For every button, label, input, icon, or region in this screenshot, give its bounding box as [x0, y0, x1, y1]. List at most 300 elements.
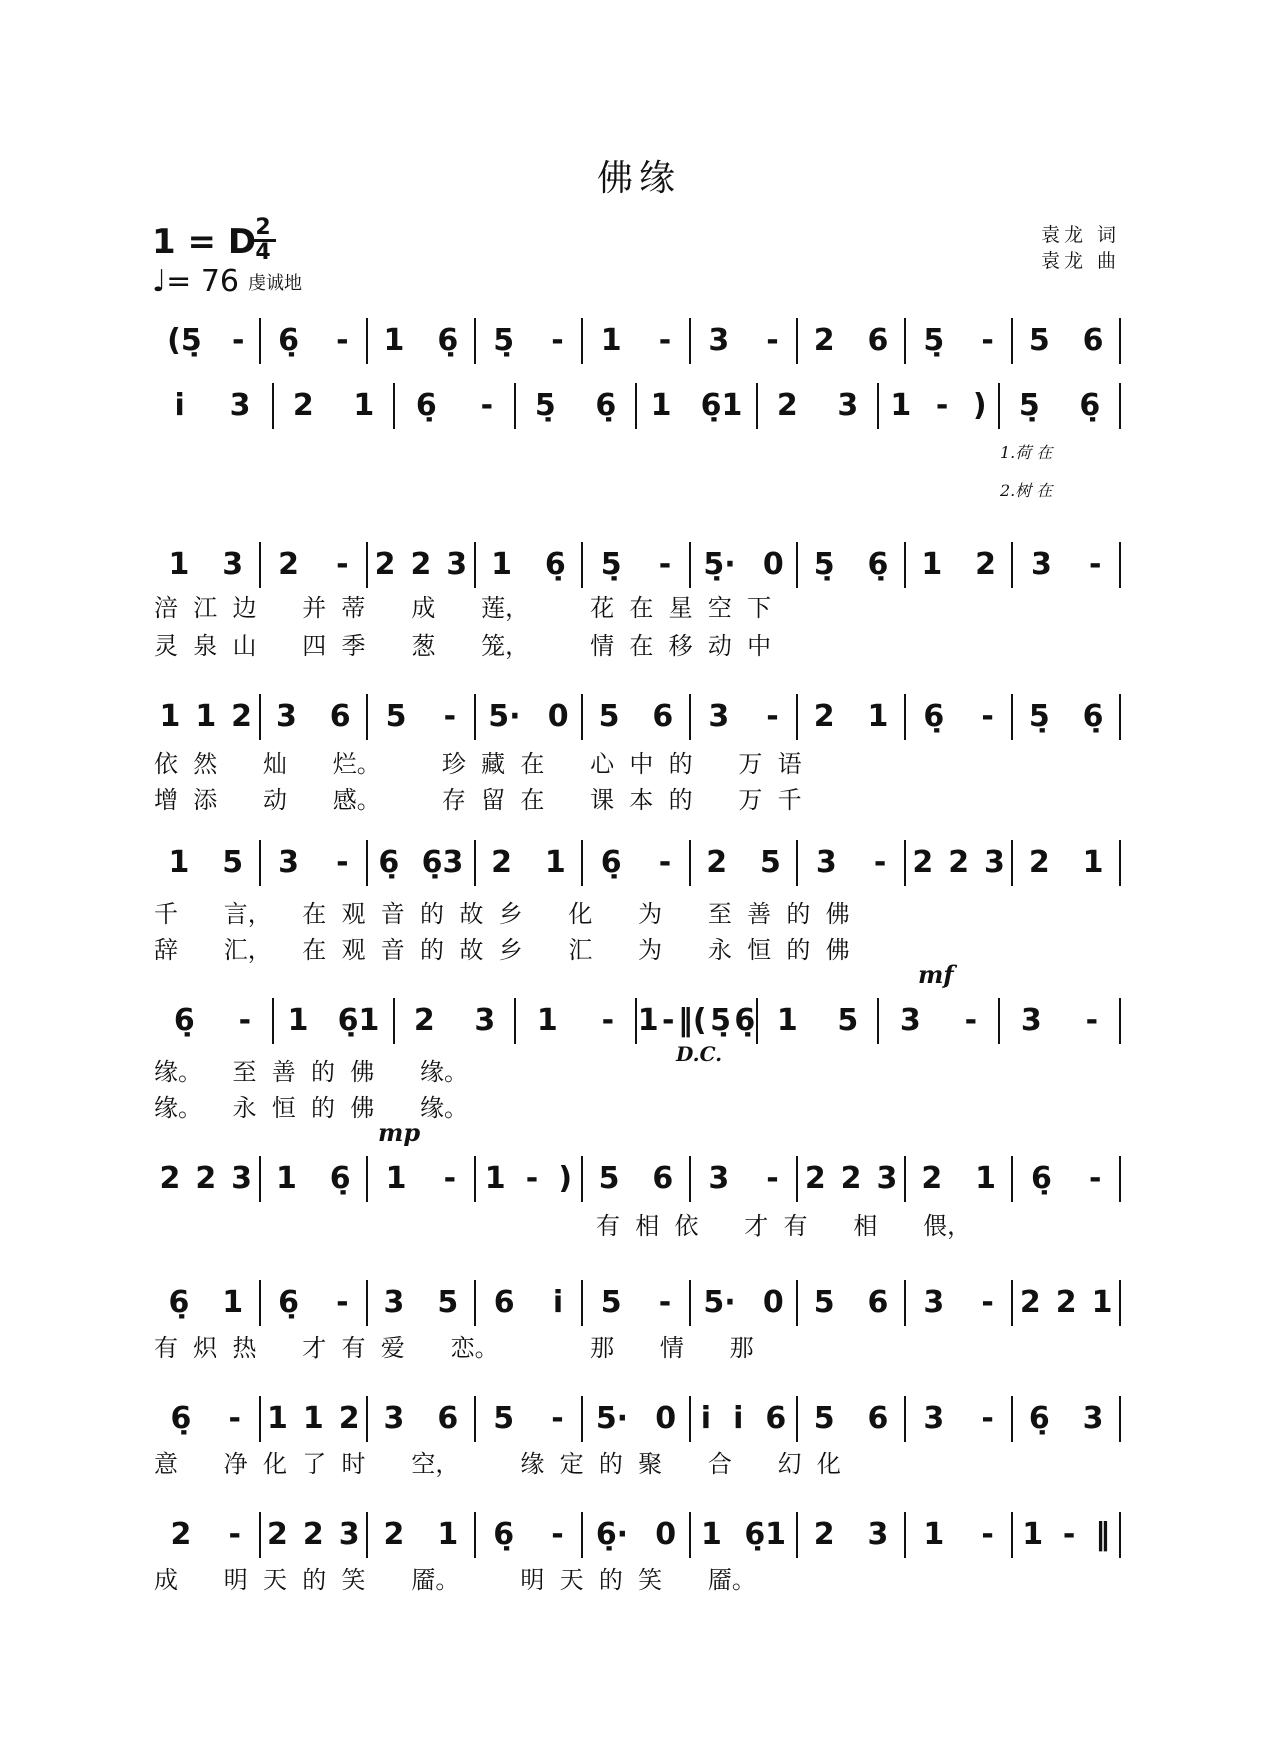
note: 2	[813, 698, 835, 734]
note: 6̣1	[337, 1002, 380, 1038]
note: 3	[899, 1002, 921, 1038]
note: 5̣	[600, 546, 622, 582]
measure	[636, 375, 757, 435]
note: -	[336, 322, 349, 358]
note: )	[558, 1160, 573, 1196]
measure	[152, 310, 260, 370]
note: 6̣	[278, 322, 299, 358]
note: 6̣	[734, 1002, 756, 1038]
note: 5	[598, 1160, 620, 1196]
note: 3	[923, 1400, 945, 1436]
measure	[367, 1388, 475, 1448]
note: -	[336, 1284, 349, 1320]
note: 1	[890, 387, 912, 423]
note: 6	[1082, 322, 1104, 358]
notation-row	[152, 534, 1120, 594]
measure	[152, 1272, 260, 1332]
quarter-note-icon: ♩	[152, 264, 167, 299]
measure	[582, 534, 690, 594]
measure	[690, 832, 798, 892]
note: 5̣	[1028, 698, 1050, 734]
notation-row	[152, 832, 1120, 892]
barline	[1119, 1156, 1121, 1202]
note: 3	[867, 1516, 889, 1552]
note: 2	[159, 1160, 181, 1196]
measure	[260, 1148, 368, 1208]
note: 5	[813, 1284, 835, 1320]
note: 2	[975, 546, 996, 582]
note: 0	[762, 1284, 784, 1320]
measure	[797, 1272, 905, 1332]
note: 6	[652, 1160, 674, 1196]
note: 0	[655, 1400, 677, 1436]
note: -	[981, 1516, 994, 1552]
measure	[273, 375, 394, 435]
note: 6	[652, 698, 674, 734]
measure	[690, 310, 798, 370]
note: 6̣	[544, 546, 566, 582]
note: 6̣1	[700, 387, 743, 423]
note: 1	[1022, 1516, 1044, 1552]
note: 1	[921, 546, 943, 582]
measure	[394, 375, 515, 435]
note: 1	[383, 322, 405, 358]
note: 3	[278, 844, 299, 880]
note: 1	[637, 1002, 659, 1038]
note: 5·	[595, 1400, 629, 1436]
measure	[367, 1504, 475, 1564]
barline	[1119, 1396, 1121, 1442]
note: 2	[302, 1516, 324, 1552]
note: 2	[491, 844, 512, 880]
note: 3	[446, 546, 468, 582]
note: 3	[708, 322, 730, 358]
lyric-row3-verse1: 千 言， 在 观 音 的 故 乡 化 为 至 善 的 佛	[154, 900, 850, 928]
note: (5̣	[167, 322, 202, 358]
measure	[905, 1504, 1013, 1564]
note: 2	[170, 1516, 192, 1552]
lyric-row7: 意 净 化 了 时 空， 缘 定 的 聚 合 幻 化	[154, 1450, 841, 1478]
lyric-row8: 成 明 天 的 笑 靥。 明 天 的 笑 靥。	[154, 1566, 756, 1594]
note: 1	[536, 1002, 558, 1038]
tempo-value: = 76	[166, 264, 240, 299]
notation-row	[152, 310, 1120, 370]
note: -	[238, 1002, 252, 1038]
note: 3	[474, 1002, 496, 1038]
note: 6	[765, 1400, 787, 1436]
note: 6̣	[168, 1284, 190, 1320]
measure	[367, 686, 475, 746]
notation-row	[152, 1148, 1120, 1208]
note: 1	[385, 1160, 407, 1196]
measure	[475, 1388, 583, 1448]
note: 2	[804, 1160, 826, 1196]
note: 5	[813, 1400, 835, 1436]
note: 5̣	[813, 546, 835, 582]
note: -	[935, 387, 949, 423]
note: 6̣1	[744, 1516, 787, 1552]
measure	[1012, 1272, 1120, 1332]
note: -	[551, 1400, 564, 1436]
note: -	[1088, 1160, 1102, 1196]
note: 6̣	[278, 1284, 299, 1320]
note: 3	[708, 698, 730, 734]
note: 6	[867, 322, 889, 358]
measure	[1012, 310, 1120, 370]
measure	[260, 534, 368, 594]
note: 2	[1028, 844, 1050, 880]
measure	[757, 375, 878, 435]
measure	[152, 1388, 260, 1448]
dynamic-mp: mp	[378, 1118, 421, 1147]
note: i	[174, 387, 185, 423]
barline	[1119, 840, 1121, 886]
note: -	[551, 1516, 564, 1552]
note: 6̣	[923, 698, 945, 734]
note: -	[766, 1160, 779, 1196]
note: 1	[867, 698, 889, 734]
note: 5̣	[710, 1002, 731, 1038]
note: 1	[353, 387, 375, 423]
note: 6̣	[1079, 387, 1101, 423]
page-title: 佛缘	[596, 158, 681, 199]
measure	[1012, 1388, 1120, 1448]
measure	[475, 534, 583, 594]
note: 6̣	[170, 1400, 192, 1436]
note: 3	[1030, 546, 1052, 582]
note: 5	[222, 844, 244, 880]
measure	[690, 1388, 798, 1448]
measure	[260, 686, 368, 746]
note: 2	[374, 546, 396, 582]
notation-row	[152, 1272, 1120, 1332]
measure	[475, 1272, 583, 1332]
time-sig-bottom: 4	[255, 240, 271, 265]
note: 3	[1082, 1400, 1104, 1436]
note: -	[964, 1002, 978, 1038]
lyric-row3-verse2: 辞 汇， 在 观 音 的 故 乡 汇 为 永 恒 的 佛	[154, 936, 850, 964]
measure	[582, 1148, 690, 1208]
note: -	[873, 844, 887, 880]
note: -	[981, 322, 994, 358]
note: 2	[912, 844, 934, 880]
measure	[475, 1148, 583, 1208]
measure	[690, 1272, 798, 1332]
note: 3	[837, 387, 859, 423]
note: 6	[437, 1400, 459, 1436]
note: -	[228, 1400, 241, 1436]
note: 1	[302, 1400, 324, 1436]
note: 1	[975, 1160, 996, 1196]
note: -	[658, 1284, 672, 1320]
barline	[1119, 1512, 1121, 1558]
notation-row	[152, 375, 1120, 435]
note: 2	[1019, 1284, 1041, 1320]
notation-row	[152, 1504, 1120, 1564]
measure	[905, 310, 1013, 370]
note: 6	[493, 1284, 515, 1320]
note: 6	[867, 1284, 889, 1320]
note: 2	[338, 1400, 360, 1436]
lyric-row5: 有 相 依 才 有 相 偎，	[596, 1212, 972, 1240]
measure	[1012, 534, 1120, 594]
note: ‖(	[677, 1002, 707, 1038]
measure	[1012, 832, 1120, 892]
measure	[905, 1272, 1013, 1332]
note: 1	[923, 1516, 945, 1552]
measure	[582, 832, 690, 892]
note: 1	[168, 546, 190, 582]
note: 3	[876, 1160, 898, 1196]
expression-marking: 虔诚地	[248, 273, 302, 294]
note: 3	[815, 844, 837, 880]
measure	[260, 1388, 368, 1448]
note: 2	[840, 1160, 862, 1196]
notation-row	[152, 686, 1120, 746]
note: 5̣·	[703, 546, 736, 582]
note: 5	[837, 1002, 859, 1038]
lyric-row4-verse1: 缘。 至 善 的 佛 缘。	[154, 1058, 469, 1086]
measure	[582, 1272, 690, 1332]
note: -	[1085, 1002, 1099, 1038]
measure	[797, 1388, 905, 1448]
lyric-row6: 有 炽 热 才 有 爱 恋。 那 情 那	[154, 1334, 754, 1362]
note: 3	[338, 1516, 360, 1552]
note: 5·	[703, 1284, 736, 1320]
note: 1	[267, 1400, 288, 1436]
note: 1	[287, 1002, 309, 1038]
note: 1	[1082, 844, 1104, 880]
measure	[905, 686, 1013, 746]
measure	[690, 1148, 798, 1208]
note: 0	[762, 546, 784, 582]
measure	[797, 534, 905, 594]
lyric-row1-verse1: 涪 江 边 并 蒂 成 莲， 花 在 星 空 下	[154, 594, 772, 622]
note: 6	[867, 1400, 889, 1436]
barline	[1119, 542, 1121, 588]
note: -	[443, 1160, 457, 1196]
note: 3	[383, 1284, 405, 1320]
measure	[152, 990, 273, 1050]
measure	[475, 686, 583, 746]
note: -	[658, 546, 672, 582]
note: 6̣	[1028, 1400, 1050, 1436]
note: -	[336, 546, 349, 582]
lyric-row2-verse1: 依 然 灿 烂。 珍 藏 在 心 中 的 万 语	[154, 750, 802, 778]
note: 6̣	[1030, 1160, 1052, 1196]
measure	[797, 832, 905, 892]
barline	[1119, 1280, 1121, 1326]
measure	[1012, 686, 1120, 746]
measure	[152, 832, 260, 892]
measure	[260, 832, 368, 892]
note: i	[733, 1400, 744, 1436]
note: 3	[984, 844, 1005, 880]
note: -	[766, 322, 779, 358]
note: 2	[292, 387, 314, 423]
note: 6̣	[378, 844, 400, 880]
note: -	[981, 1284, 994, 1320]
intro-lyric-verse1: 1.荷 在	[1000, 443, 1053, 462]
note: 3	[229, 387, 251, 423]
measure	[757, 990, 878, 1050]
note: 2	[813, 322, 835, 358]
note: 2	[267, 1516, 288, 1552]
measure	[260, 1272, 368, 1332]
note: 3	[222, 546, 244, 582]
measure	[475, 832, 583, 892]
measure	[152, 534, 260, 594]
note: 5	[437, 1284, 459, 1320]
tempo-marking	[152, 264, 239, 299]
measure	[582, 310, 690, 370]
measure	[515, 990, 636, 1050]
note: -	[658, 844, 672, 880]
note: 6̣	[867, 546, 889, 582]
note: 3	[1020, 1002, 1042, 1038]
measure	[999, 990, 1120, 1050]
note: 5	[598, 698, 620, 734]
measure	[152, 375, 273, 435]
note: i	[700, 1400, 712, 1436]
note: 2	[278, 546, 299, 582]
note: 2	[948, 844, 970, 880]
note: 1	[168, 844, 190, 880]
note: -	[1062, 1516, 1076, 1552]
note: i	[552, 1284, 564, 1320]
note: 1	[650, 387, 672, 423]
measure	[582, 1504, 690, 1564]
note: 3	[231, 1160, 253, 1196]
measure	[1012, 1148, 1120, 1208]
measure	[636, 990, 757, 1050]
note: 1	[222, 1284, 244, 1320]
note: 6̣	[173, 1002, 195, 1038]
lyric-row1-verse2: 灵 泉 山 四 季 葱 笼， 情 在 移 动 中	[154, 632, 772, 660]
note: 6̣	[595, 387, 617, 423]
da-capo-marking: D.C.	[676, 1042, 723, 1066]
measure	[797, 1148, 905, 1208]
measure	[260, 310, 368, 370]
note: 2	[195, 1160, 217, 1196]
time-signature	[248, 215, 278, 265]
note: 1	[491, 546, 512, 582]
dynamic-mf: mf	[918, 960, 954, 989]
measure	[152, 1148, 260, 1208]
notation-row	[152, 990, 1120, 1050]
measure	[367, 310, 475, 370]
note: -	[1088, 546, 1102, 582]
note: 6̣3	[421, 844, 464, 880]
measure	[152, 1504, 260, 1564]
barline	[1119, 998, 1121, 1044]
note: 2	[410, 546, 432, 582]
measure	[797, 1504, 905, 1564]
measure	[475, 310, 583, 370]
measure	[690, 686, 798, 746]
time-sig-top: 2	[255, 215, 271, 240]
note: 5	[1028, 322, 1050, 358]
note: 5	[600, 1284, 622, 1320]
note: 1	[700, 1516, 722, 1552]
note: 6̣	[493, 1516, 515, 1552]
note: 5·	[488, 698, 521, 734]
note: -	[551, 322, 564, 358]
note: 1	[544, 844, 566, 880]
note: 2	[813, 1516, 835, 1552]
note: 1	[1091, 1284, 1113, 1320]
measure	[273, 990, 394, 1050]
measure	[905, 832, 1013, 892]
measure	[690, 1504, 798, 1564]
measure	[878, 375, 999, 435]
measure	[475, 1504, 583, 1564]
note: 6	[329, 698, 351, 734]
intro-lyric-verse2: 2.树 在	[1000, 481, 1053, 500]
note: 1	[159, 698, 181, 734]
note: -	[231, 322, 245, 358]
note: -	[662, 1002, 675, 1038]
barline	[1119, 383, 1121, 429]
notation-row	[152, 1388, 1120, 1448]
measure	[905, 1148, 1013, 1208]
lyric-row4-verse2: 缘。 永 恒 的 佛 缘。	[154, 1094, 469, 1122]
measure	[394, 990, 515, 1050]
measure	[152, 686, 260, 746]
note: 6̣	[329, 1160, 351, 1196]
note: 5̣	[534, 387, 556, 423]
note: -	[766, 698, 779, 734]
note: 5̣	[923, 322, 945, 358]
note: -	[443, 698, 457, 734]
note: -	[981, 1400, 994, 1436]
note: 5	[493, 1400, 515, 1436]
note: -	[336, 844, 349, 880]
note: 2	[776, 387, 798, 423]
measure	[367, 1272, 475, 1332]
measure	[582, 686, 690, 746]
measure	[367, 832, 475, 892]
note: 1	[600, 322, 622, 358]
note: 1	[275, 1160, 297, 1196]
measure	[878, 990, 999, 1050]
note: )	[972, 387, 987, 423]
measure	[515, 375, 636, 435]
note: 2	[1055, 1284, 1077, 1320]
note: 6̣	[600, 844, 622, 880]
note: 5̣	[493, 322, 515, 358]
measure	[690, 534, 798, 594]
note: 2	[413, 1002, 435, 1038]
note: 6̣·	[595, 1516, 629, 1552]
lyric-row2-verse2: 增 添 动 感。 存 留 在 课 本 的 万 千	[154, 786, 802, 814]
note: 3	[383, 1400, 405, 1436]
note: -	[480, 387, 494, 423]
composer-credit: 袁龙 曲	[1040, 250, 1120, 272]
note: 1	[776, 1002, 798, 1038]
note: 5̣	[1018, 387, 1040, 423]
measure	[367, 534, 475, 594]
note: 3	[275, 698, 297, 734]
note: 6̣	[1082, 698, 1104, 734]
measure	[999, 375, 1120, 435]
note: ‖	[1095, 1516, 1111, 1552]
note: -	[981, 698, 994, 734]
note: 5	[759, 844, 781, 880]
key-signature: 1 = D	[152, 222, 257, 262]
note: -	[658, 322, 672, 358]
note: 0	[547, 698, 569, 734]
